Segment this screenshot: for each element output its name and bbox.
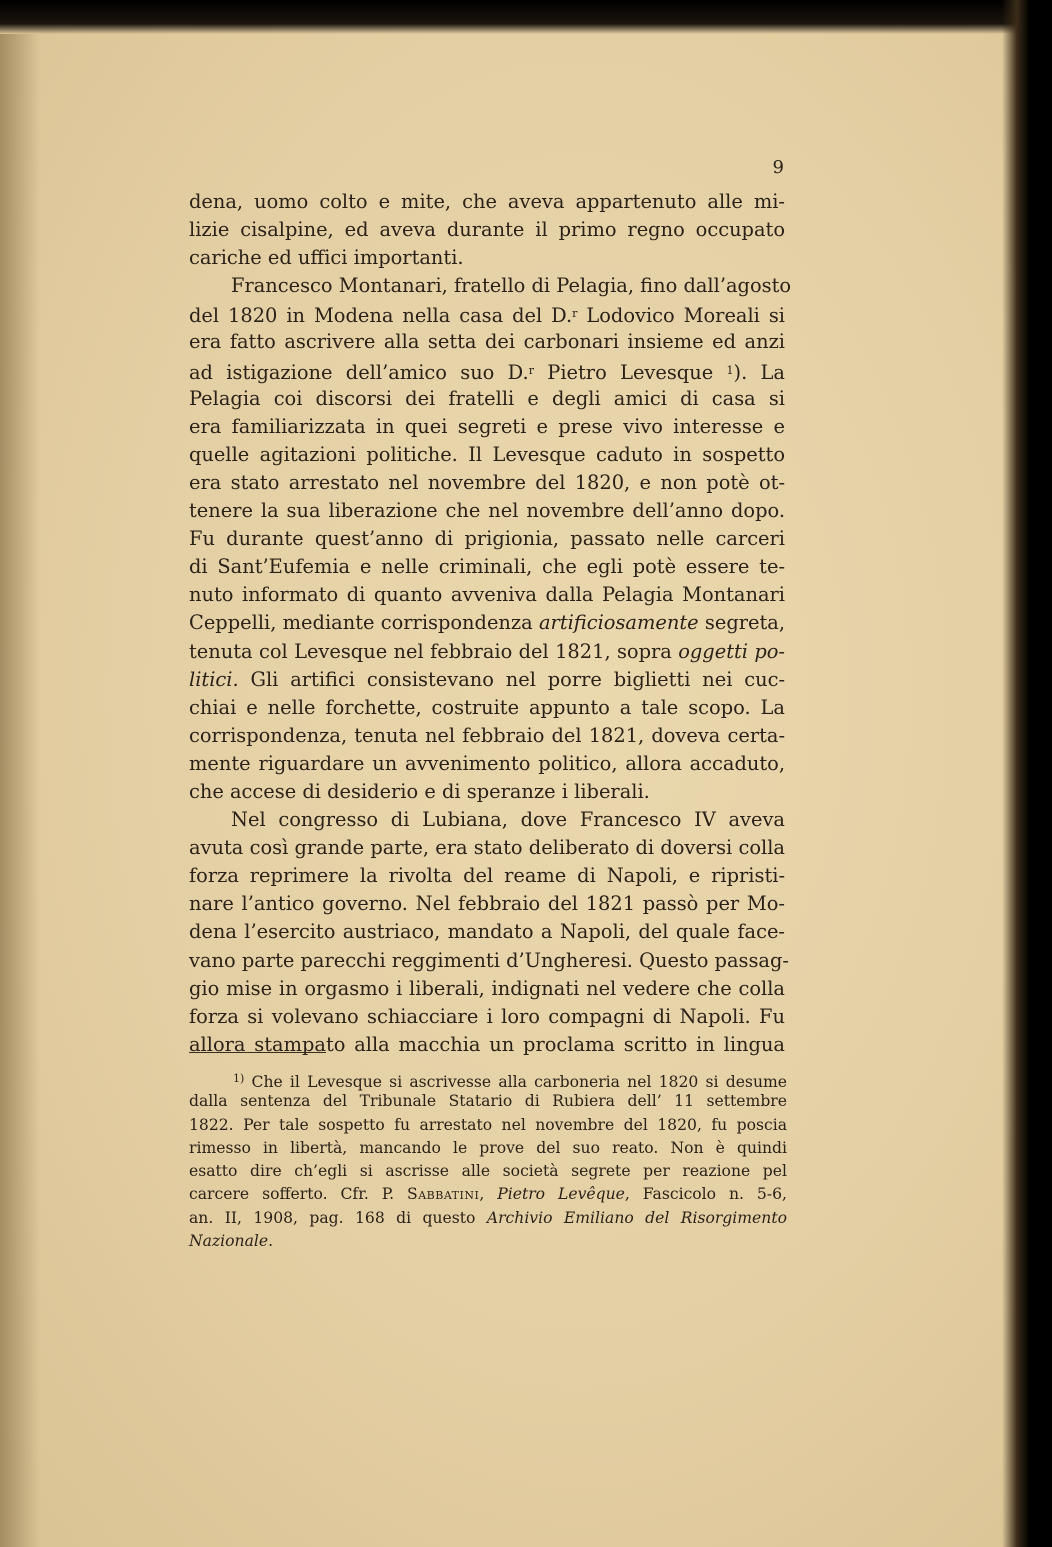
text-line: nuto informato di quanto avveniva dalla Pelagia Montanari — [189, 583, 785, 607]
footnote-line — [189, 1207, 787, 1230]
text-line — [189, 300, 785, 328]
text-run: Ceppelli, mediante corrispondenza — [189, 611, 539, 635]
text-line: Pelagia coi discorsi dei fratelli e degli amici di casa si — [189, 386, 785, 410]
text-line — [189, 666, 785, 694]
footnote-line: esatto dire ch’egli si ascrisse alle società segrete per reazione pel — [189, 1162, 787, 1181]
italic-text: litici. — [189, 667, 239, 691]
text-line — [189, 357, 785, 385]
footnote-line — [189, 1067, 787, 1090]
text-run: ). La — [733, 360, 785, 384]
text-line: era stato arrestato nel novembre del 1820, e non potè ot- — [189, 470, 785, 494]
text-line: forza si volevano schiacciare i loro compagni di Napoli. Fu — [189, 1004, 785, 1028]
italic-title: Pietro Levêque — [497, 1185, 625, 1204]
text-line: corrispondenza, tenuta nel febbraio del 1821, doveva certa- — [189, 723, 785, 747]
footnote — [189, 1067, 787, 1253]
footnote-line — [189, 1183, 787, 1206]
text-line: mente riguardare un avvenimento politico, allora accaduto, — [189, 751, 785, 775]
italic-text: artificiosamente — [538, 611, 699, 635]
text-line: vano parte parecchi reggimenti d’Ungheresi. Questo passag- — [189, 948, 789, 972]
text-run: an. II, 1908, pag. 168 di questo — [189, 1208, 487, 1227]
scan-top-border — [0, 0, 1052, 34]
text-line: tenere la sua liberazione che nel novembre dell’anno dopo. — [189, 499, 785, 523]
text-line: di Sant’Eufemia e nelle criminali, che egli potè essere te- — [189, 555, 785, 579]
text-run: Che il Levesque si ascrivesse alla carboneria nel 1820 si desume — [251, 1073, 787, 1091]
text-run: tenuta col Levesque nel febbraio del 1821, sopra — [189, 639, 679, 663]
text-run: Gli artifici consistevano nel porre biglietti nei cuc- — [238, 667, 785, 691]
text-line: quelle agitazioni politiche. Il Levesque caduto in sospetto — [189, 442, 785, 466]
text-line: Fu durante quest’anno di prigionia, passato nelle carceri — [189, 527, 785, 551]
footnote-line: rimesso in libertà, mancando le prove del suo reato. Non è quindi — [189, 1138, 787, 1157]
text-run: carcere sofferto. Cfr. P. — [189, 1185, 408, 1204]
text-run: . — [268, 1232, 274, 1251]
footnote-marker: 1) — [233, 1072, 245, 1085]
italic-title: Archivio Emiliano del Risorgimento — [486, 1208, 787, 1227]
text-line: cariche ed uffici importanti. — [189, 246, 464, 270]
text-run: , — [479, 1185, 498, 1204]
footnote-reference: 1 — [726, 363, 734, 377]
superscript: r — [572, 307, 578, 321]
scan-right-border — [1002, 0, 1052, 1547]
main-text — [189, 188, 792, 1059]
footnote-line — [189, 1230, 787, 1253]
text-line: lizie cisalpine, ed aveva durante il primo regno occupato — [189, 218, 785, 242]
text-line: era fatto ascrivere alla setta dei carbonari insieme ed anzi — [189, 330, 785, 354]
text-run: ad istigazione dell’amico suo D. — [189, 360, 529, 384]
text-line: avuta così grande parte, era stato deliberato di doversi colla — [189, 836, 785, 860]
text-run: del 1820 in Modena nella casa del D. — [189, 304, 573, 328]
text-run: Lodovico Moreali si — [577, 304, 785, 328]
footnote-line: 1822. Per tale sospetto fu arrestato nel novembre del 1820, fu poscia — [189, 1115, 787, 1134]
text-line: dena l’esercito austriaco, mandato a Napoli, del quale face- — [189, 920, 785, 944]
page-number: 9 — [772, 157, 784, 178]
text-line: gio mise in orgasmo i liberali, indignati nel vedere che colla — [189, 976, 785, 1000]
text-line — [189, 609, 785, 637]
footnote-line: dalla sentenza del Tribunale Statario di Rubiera dell’ 11 settembre — [189, 1092, 787, 1111]
superscript: r — [528, 363, 534, 377]
text-line: che accese di desiderio e di speranze i liberali. — [189, 779, 650, 803]
italic-title: Nazionale — [189, 1232, 269, 1251]
italic-text: oggetti po- — [678, 639, 785, 663]
text-line: Nel congresso di Lubiana, dove Francesco IV aveva — [231, 808, 785, 832]
text-line: nare l’antico governo. Nel febbraio del 1821 passò per Mo- — [189, 892, 785, 916]
page-gutter-shadow — [0, 34, 40, 1547]
text-line: allora stampato alla macchia un proclama scritto in lingua — [189, 1032, 785, 1056]
text-line: era familiarizzata in quei segreti e prese vivo interesse e — [189, 414, 785, 438]
author-name: Sabbatini — [407, 1185, 480, 1204]
text-line: chiai e nelle forchette, costruite appunto a tale scopo. La — [189, 695, 785, 719]
text-line — [189, 638, 785, 666]
text-line: Francesco Montanari, fratello di Pelagia, fino dall’agosto — [231, 274, 792, 298]
text-line: dena, uomo colto e mite, che aveva appartenuto alle mi- — [189, 190, 785, 213]
footnote-separator — [189, 1052, 326, 1053]
text-run: segreta, — [698, 611, 785, 635]
text-line: forza reprimere la rivolta del reame di Napoli, e ripristi- — [189, 864, 785, 888]
text-run: , Fascicolo n. 5-6, — [624, 1185, 787, 1204]
text-run: Pietro Levesque — [533, 360, 727, 384]
